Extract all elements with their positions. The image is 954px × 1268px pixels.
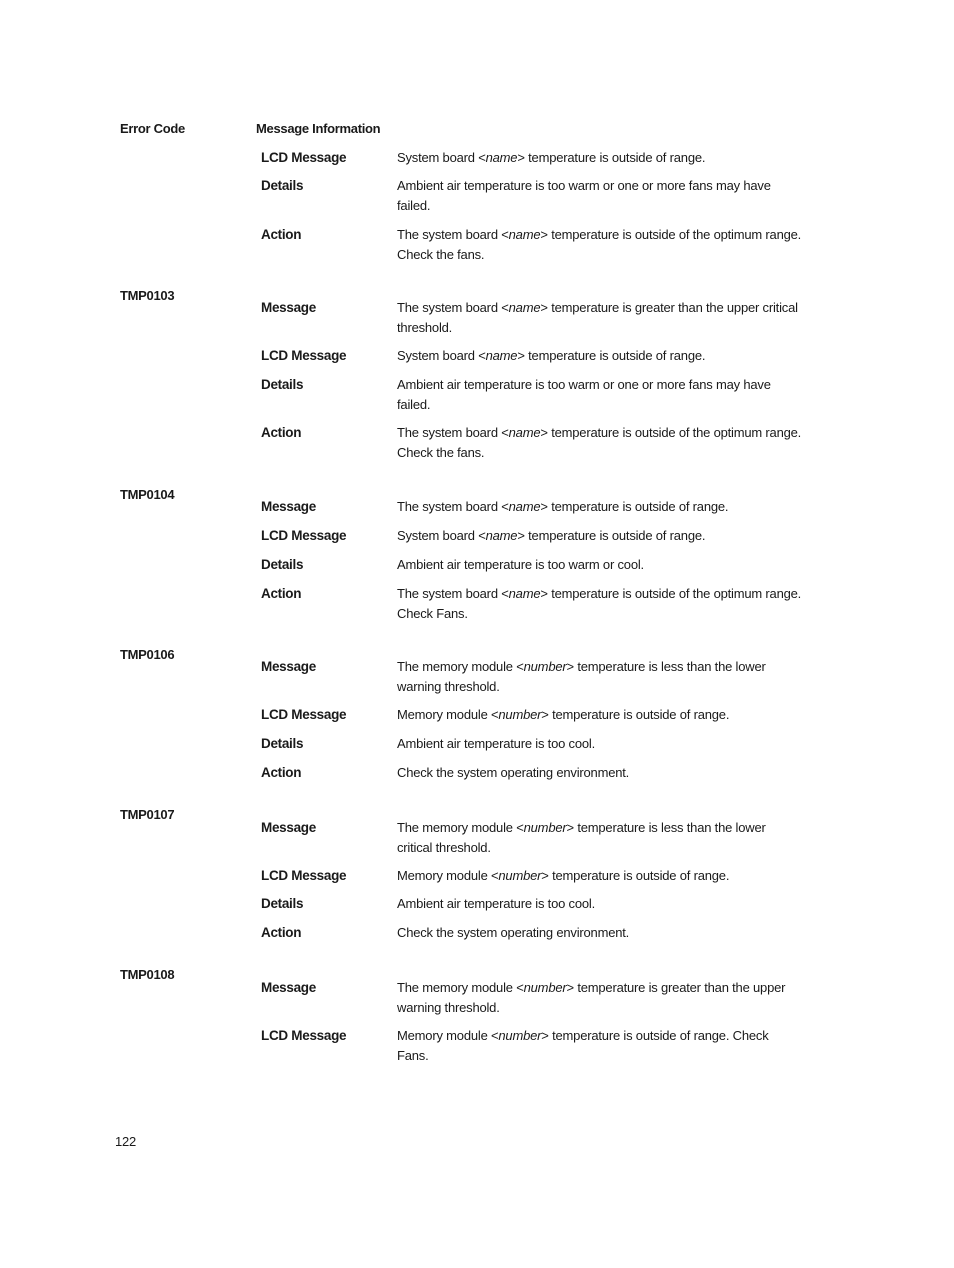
field-value [397, 298, 802, 337]
value-text: System board < [397, 528, 486, 543]
value-text: Check the system operating environment. [397, 765, 630, 780]
field-label: Details [261, 896, 304, 911]
field-value [397, 346, 802, 366]
page-number: 122 [115, 1134, 137, 1149]
field-value [397, 584, 802, 623]
value-text: > temperature is outside of the optimum range. Check the fans. [397, 227, 802, 262]
field-label: Message [261, 980, 316, 995]
placeholder-text: name [508, 425, 541, 440]
value-text: The system board < [397, 227, 509, 242]
field-label: Details [261, 178, 304, 193]
field-value [397, 763, 802, 783]
field-value [397, 978, 802, 1017]
value-text: > temperature is outside of range. Check Fans. [397, 1028, 769, 1063]
field-label: Details [261, 736, 304, 751]
value-text: The system board < [397, 300, 509, 315]
value-text: Ambient air temperature is too warm or cool. [397, 557, 644, 572]
value-text: The memory module < [397, 980, 524, 995]
field-label: Action [261, 925, 302, 940]
error-code: TMP0107 [120, 807, 175, 822]
value-text: > temperature is outside of the optimum range. Check the fans. [397, 425, 802, 460]
value-text: Ambient air temperature is too warm or one or more fans may have failed. [397, 377, 771, 412]
placeholder-text: name [485, 348, 518, 363]
placeholder-text: name [508, 227, 541, 242]
value-text: > temperature is outside of range. [517, 150, 706, 165]
value-text: > temperature is outside of range. [517, 528, 706, 543]
value-text: System board < [397, 348, 486, 363]
value-text: > temperature is greater than the upper critical threshold. [397, 300, 798, 335]
value-text: The memory module < [397, 820, 524, 835]
field-value [397, 866, 802, 886]
field-label: Action [261, 765, 302, 780]
value-text: > temperature is outside of range. [541, 868, 730, 883]
error-code: TMP0104 [120, 487, 175, 502]
field-label: Details [261, 557, 304, 572]
field-label: Message [261, 499, 316, 514]
field-value [397, 657, 802, 696]
value-text: > temperature is less than the lower critical threshold. [397, 820, 766, 855]
field-label: Details [261, 377, 304, 392]
column-header-error-code: Error Code [120, 121, 185, 136]
error-code: TMP0108 [120, 967, 175, 982]
field-value [397, 555, 802, 575]
field-value [397, 148, 802, 168]
placeholder-text: name [508, 586, 541, 601]
field-label: Message [261, 659, 316, 674]
field-label: Message [261, 300, 316, 315]
field-label: LCD Message [261, 150, 347, 165]
value-text: > temperature is outside of range. [540, 499, 729, 514]
field-label: LCD Message [261, 707, 347, 722]
value-text: > temperature is less than the lower warning threshold. [397, 659, 766, 694]
field-value [397, 497, 802, 517]
field-label: LCD Message [261, 528, 347, 543]
field-label: Action [261, 227, 302, 242]
field-label: LCD Message [261, 348, 347, 363]
field-value [397, 375, 802, 414]
field-value [397, 1026, 802, 1065]
value-text: > temperature is outside of range. [517, 348, 706, 363]
value-text: Memory module < [397, 707, 499, 722]
value-text: > temperature is greater than the upper warning threshold. [397, 980, 786, 1015]
placeholder-text: number [498, 1028, 542, 1043]
field-value [397, 225, 802, 264]
value-text: Ambient air temperature is too cool. [397, 736, 596, 751]
placeholder-text: name [485, 528, 518, 543]
placeholder-text: number [498, 707, 542, 722]
value-text: Check the system operating environment. [397, 925, 630, 940]
field-label: Message [261, 820, 316, 835]
placeholder-text: name [508, 300, 541, 315]
placeholder-text: number [523, 820, 567, 835]
field-value [397, 526, 802, 546]
placeholder-text: name [485, 150, 518, 165]
error-code: TMP0103 [120, 288, 175, 303]
field-value [397, 818, 802, 857]
field-value [397, 734, 802, 754]
field-label: LCD Message [261, 868, 347, 883]
field-value [397, 705, 802, 725]
placeholder-text: number [498, 868, 542, 883]
value-text: Ambient air temperature is too warm or one or more fans may have failed. [397, 178, 771, 213]
field-value [397, 423, 802, 462]
value-text: Memory module < [397, 1028, 499, 1043]
field-label: Action [261, 586, 302, 601]
placeholder-text: number [523, 659, 567, 674]
field-value [397, 176, 802, 215]
field-label: Action [261, 425, 302, 440]
field-value [397, 894, 802, 914]
value-text: The memory module < [397, 659, 524, 674]
field-label: LCD Message [261, 1028, 347, 1043]
column-header-message-information: Message Information [256, 121, 381, 136]
value-text: The system board < [397, 499, 509, 514]
value-text: System board < [397, 150, 486, 165]
placeholder-text: name [508, 499, 541, 514]
field-value [397, 923, 802, 943]
value-text: The system board < [397, 425, 509, 440]
placeholder-text: number [523, 980, 567, 995]
error-code: TMP0106 [120, 647, 175, 662]
value-text: > temperature is outside of the optimum range. Check Fans. [397, 586, 802, 621]
value-text: The system board < [397, 586, 509, 601]
value-text: > temperature is outside of range. [541, 707, 730, 722]
value-text: Ambient air temperature is too cool. [397, 896, 596, 911]
value-text: Memory module < [397, 868, 499, 883]
